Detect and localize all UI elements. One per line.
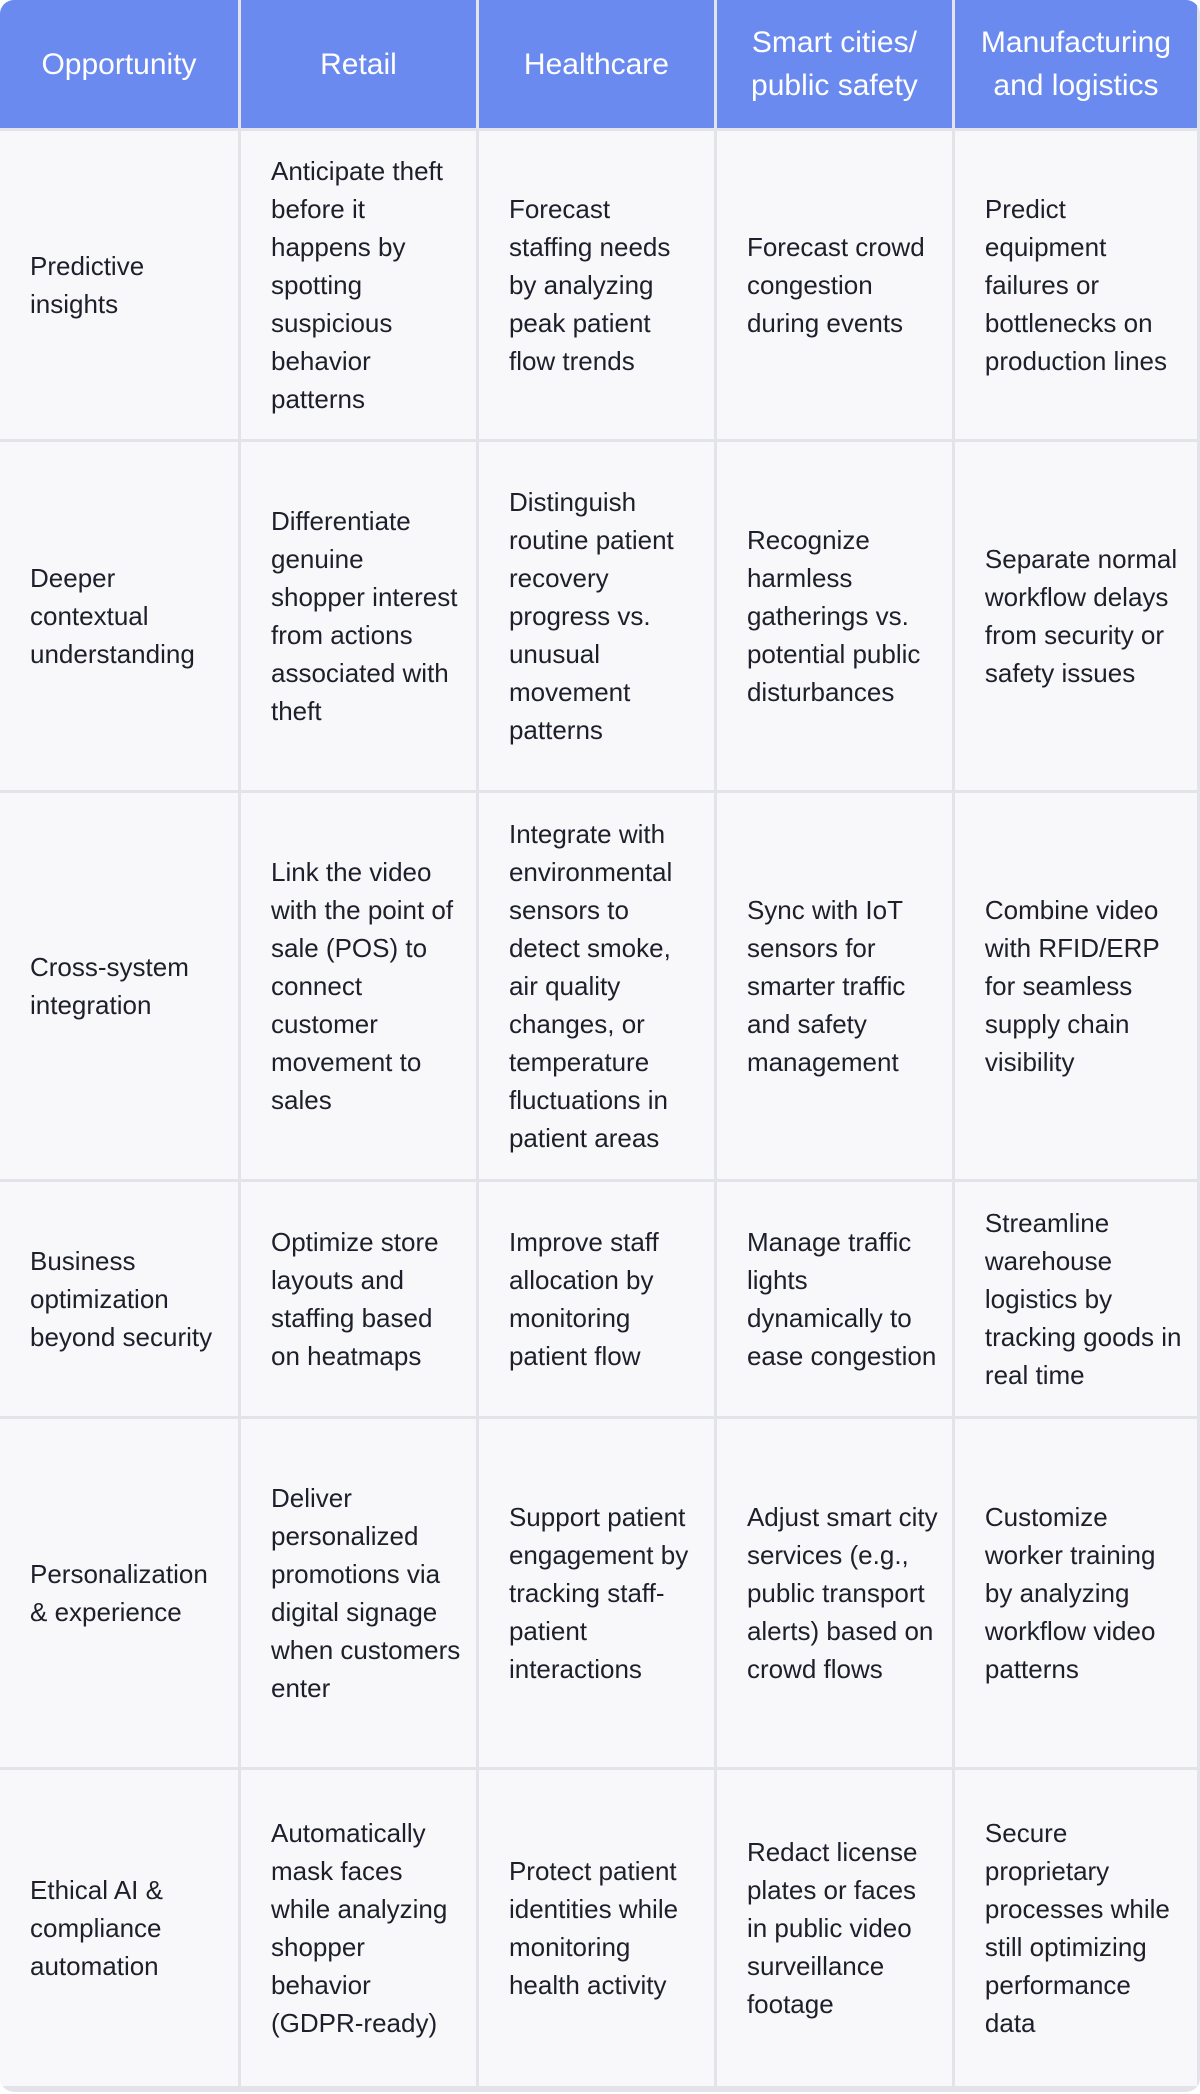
smart-cities-cell: Sync with IoT sensors for smarter traffic and safety management <box>717 793 952 1179</box>
table-row <box>0 1419 1197 1767</box>
retail-cell: Automatically mask faces while analyzing shopper behavior (GDPR-ready) <box>241 1770 476 2086</box>
opportunity-cell: Cross-system integration <box>0 793 238 1179</box>
smart-cities-cell: Recognize harmless gatherings vs. potential public disturbances <box>717 442 952 790</box>
smart-cities-cell: Manage traffic lights dynamically to ease congestion <box>717 1182 952 1416</box>
opportunity-cell: Ethical AI & compliance automation <box>0 1770 238 2086</box>
header-opportunity: Opportunity <box>0 0 238 128</box>
opportunity-cell: Predictive insights <box>0 131 238 439</box>
manufacturing-cell: Predict equipment failures or bottlenecks on production lines <box>955 131 1197 439</box>
retail-cell: Anticipate theft before it happens by spotting suspicious behavior patterns <box>241 131 476 439</box>
retail-cell: Link the video with the point of sale (POS) to connect customer movement to sales <box>241 793 476 1179</box>
retail-cell: Optimize store layouts and staffing based on heatmaps <box>241 1182 476 1416</box>
smart-cities-cell: Forecast crowd congestion during events <box>717 131 952 439</box>
manufacturing-cell: Separate normal workflow delays from security or safety issues <box>955 442 1197 790</box>
manufacturing-cell: Streamline warehouse logistics by tracking goods in real time <box>955 1182 1197 1416</box>
table-row <box>0 131 1197 439</box>
healthcare-cell: Distinguish routine patient recovery progress vs. unusual movement patterns <box>479 442 714 790</box>
header-row <box>0 0 1197 128</box>
retail-cell: Differentiate genuine shopper interest from actions associated with theft <box>241 442 476 790</box>
healthcare-cell: Improve staff allocation by monitoring patient flow <box>479 1182 714 1416</box>
opportunity-cell: Deeper contextual understanding <box>0 442 238 790</box>
smart-cities-cell: Redact license plates or faces in public video surveillance footage <box>717 1770 952 2086</box>
healthcare-cell: Integrate with environmental sensors to detect smoke, air quality changes, or temperature fluctuations in patient areas <box>479 793 714 1179</box>
manufacturing-cell: Combine video with RFID/ERP for seamless supply chain visibility <box>955 793 1197 1179</box>
header-smart-cities: Smart cities/ public safety <box>717 0 952 128</box>
manufacturing-cell: Secure proprietary processes while still optimizing performance data <box>955 1770 1197 2086</box>
table-row <box>0 793 1197 1179</box>
table-row <box>0 1770 1197 2086</box>
header-retail: Retail <box>241 0 476 128</box>
healthcare-cell: Forecast staffing needs by analyzing peak patient flow trends <box>479 131 714 439</box>
manufacturing-cell: Customize worker training by analyzing workflow video patterns <box>955 1419 1197 1767</box>
header-manufacturing: Manufacturing and logistics <box>955 0 1197 128</box>
smart-cities-cell: Adjust smart city services (e.g., public transport alerts) based on crowd flows <box>717 1419 952 1767</box>
table-row <box>0 442 1197 790</box>
table-row <box>0 1182 1197 1416</box>
retail-cell: Deliver personalized promotions via digital signage when customers enter <box>241 1419 476 1767</box>
healthcare-cell: Protect patient identities while monitoring health activity <box>479 1770 714 2086</box>
opportunity-cell: Business optimization beyond security <box>0 1182 238 1416</box>
healthcare-cell: Support patient engagement by tracking staff-patient interactions <box>479 1419 714 1767</box>
opportunity-cell: Personalization & experience <box>0 1419 238 1767</box>
header-healthcare: Healthcare <box>479 0 714 128</box>
